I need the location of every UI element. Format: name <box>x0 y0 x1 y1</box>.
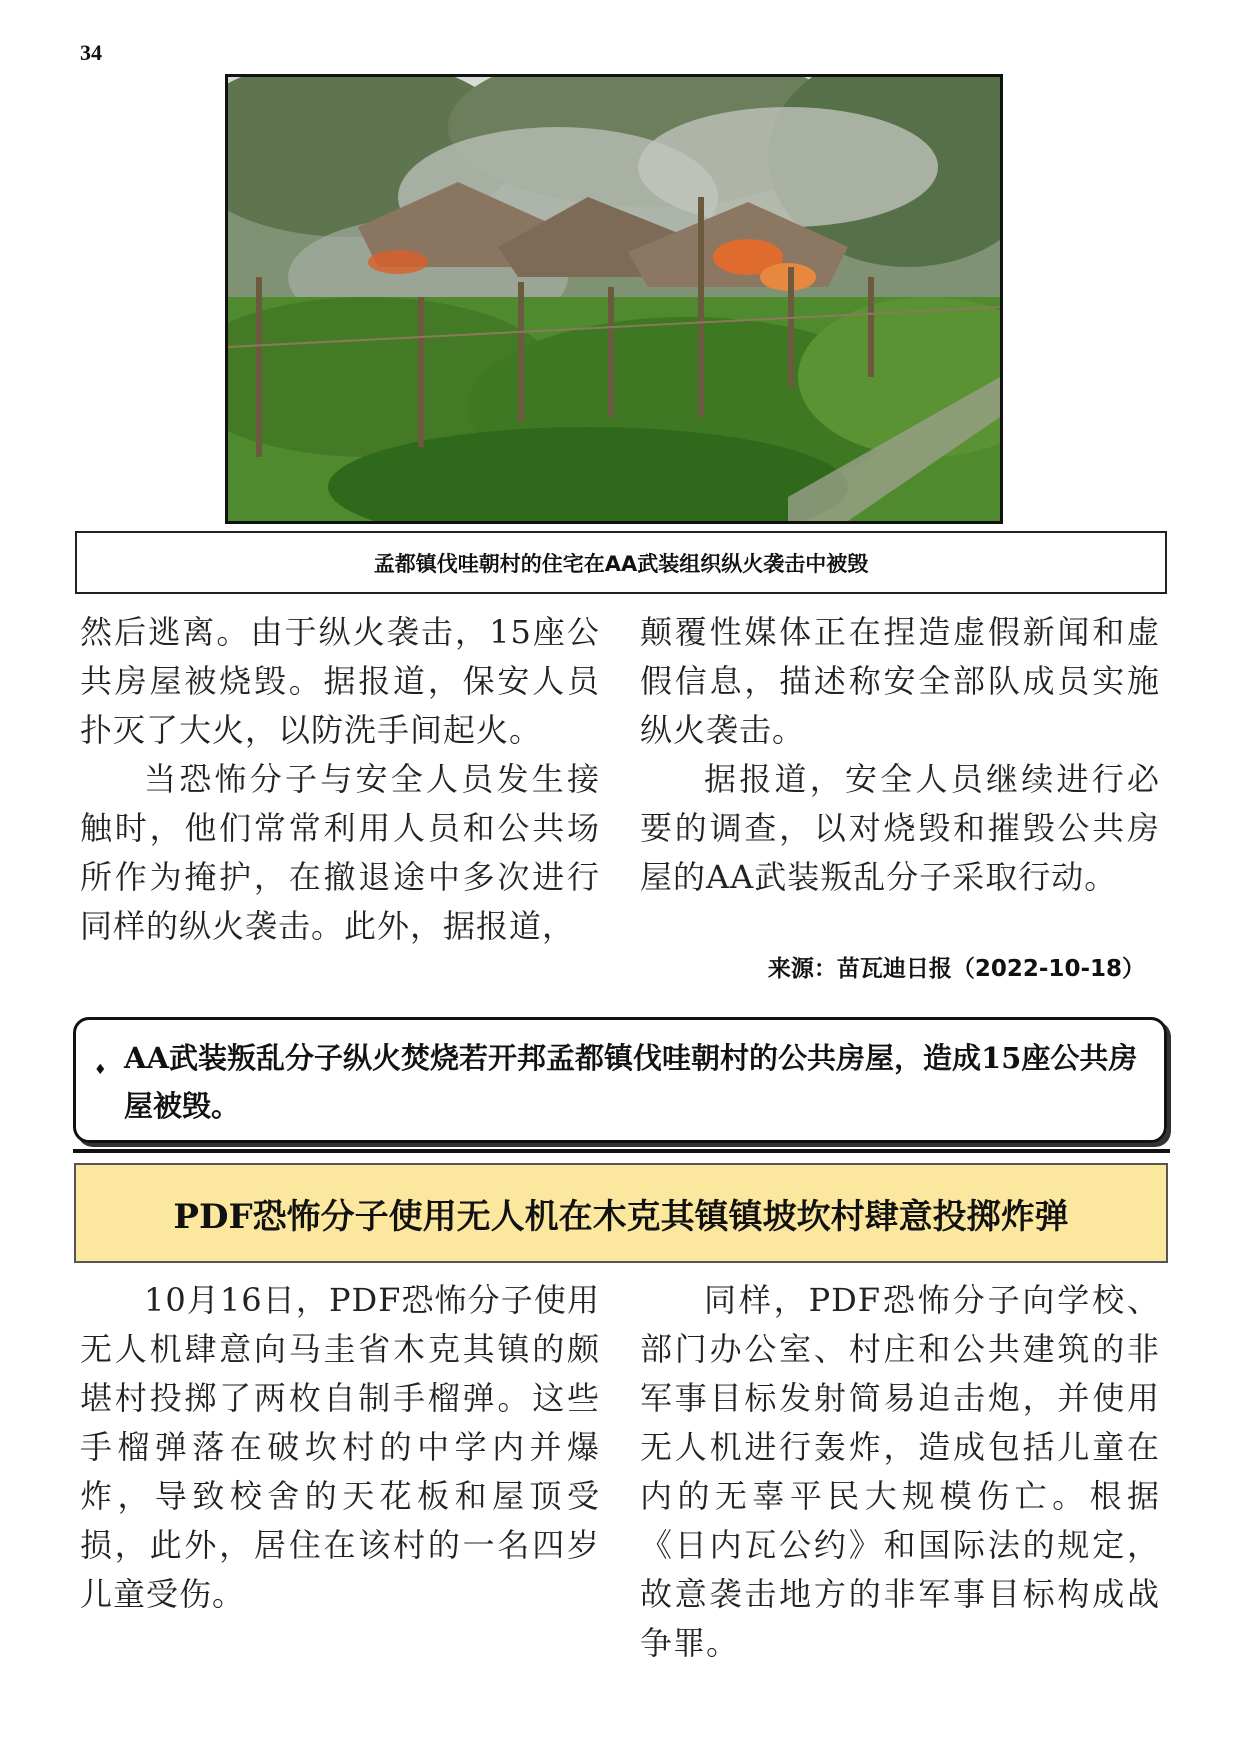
photo-illustration <box>228 77 1000 521</box>
section-divider <box>73 1149 1170 1153</box>
article1-source: 来源：苗瓦迪日报（2022-10-18） <box>767 956 1145 982</box>
article2-headline: PDF恐怖分子使用无人机在木克其镇镇坡坎村肆意投掷炸弹 <box>74 1163 1168 1263</box>
article1-left-column <box>80 608 600 951</box>
highlight-text: AA武装叛乱分子纵火焚烧若开邦孟都镇伐哇朝村的公共房屋，造成15座公共房屋被毁。 <box>124 1041 1138 1123</box>
article2-left-column <box>80 1276 600 1619</box>
article1-right-paragraph-1: 颠覆性媒体正在捏造虚假新闻和虚假信息，描述称安全部队成员实施纵火袭击。 <box>640 613 1160 749</box>
highlight-box <box>73 1017 1167 1143</box>
article1-right-column <box>640 608 1160 902</box>
photo-caption: 孟都镇伐哇朝村的住宅在AA武装组织纵火袭击中被毁 <box>75 531 1167 594</box>
article1-left-paragraph-2: 当恐怖分子与安全人员发生接触时，他们常常利用人员和公共场所作为掩护，在撤退途中多次进行同样的纵火袭击。此外，据报道， <box>80 760 600 945</box>
page-number: 34 <box>80 40 102 65</box>
burning-houses-photo <box>225 74 1003 524</box>
article2-right-paragraph: 同样，PDF恐怖分子向学校、部门办公室、村庄和公共建筑的非军事目标发射简易迫击炮，并使用无人机进行轰炸，造成包括儿童在内的无辜平民大规模伤亡。根据《日内瓦公约》和国际法的规定，故意袭击地方的非军事目标构成战争罪。 <box>640 1281 1160 1662</box>
article1-right-paragraph-2: 据报道，安全人员继续进行必要的调查，以对烧毁和摧毁公共房屋的AA武装叛乱分子采取行动。 <box>640 760 1160 896</box>
article2-left-paragraph: 10月16日，PDF恐怖分子使用无人机肆意向马圭省木克其镇的颇堪村投掷了两枚自制手榴弹。这些手榴弹落在破坎村的中学内并爆炸，导致校舍的天花板和屋顶受损，此外，居住在该村的一名四岁儿童受伤。 <box>80 1281 600 1613</box>
article2-right-column <box>640 1276 1160 1668</box>
article1-left-paragraph-1: 然后逃离。由于纵火袭击，15座公共房屋被烧毁。据报道，保安人员扑灭了大火，以防洗手间起火。 <box>80 613 600 749</box>
diamond-bullet-icon: ♦ <box>94 1062 107 1078</box>
